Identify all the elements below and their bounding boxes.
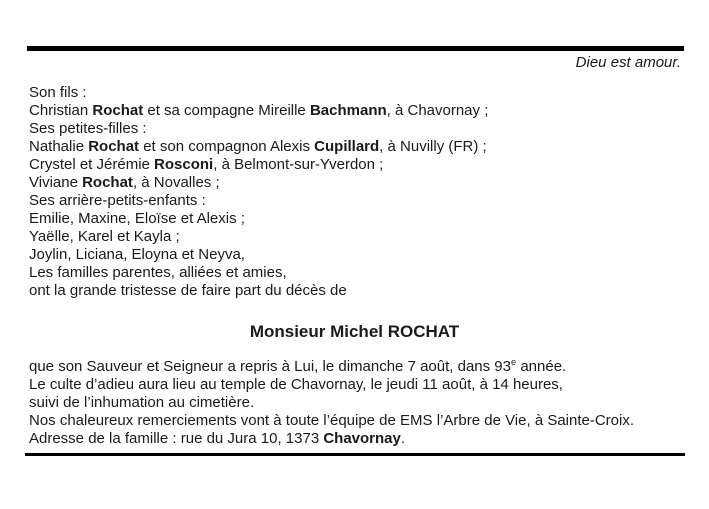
text-segment: Nos chaleureux remerciements vont à toute l’équipe de EMS l’Arbre de Vie, à Sainte-Croix.: [29, 412, 635, 429]
text-line: [29, 84, 684, 102]
bottom-divider: [25, 453, 685, 456]
text-segment: et sa compagne Mireille: [143, 102, 310, 119]
text-segment: Le culte d’adieu aura lieu au temple de Chavornay, le jeudi 11 août, à 14 heures,: [29, 376, 563, 393]
bold-name-segment: Chavornay: [323, 430, 401, 447]
text-segment: , à Novalles ;: [132, 174, 220, 191]
text-line: [29, 412, 684, 430]
top-divider: [27, 46, 684, 51]
text-segment: que son Sauveur et Seigneur a repris à Lui, le dimanche 7 août, dans 93: [29, 358, 511, 375]
family-list: [29, 84, 684, 300]
text-segment: Joylin, Liciana, Eloyna et Neyva,: [29, 246, 245, 263]
motto-text: Dieu est amour.: [575, 54, 681, 71]
text-segment: Yaëlle, Karel et Kayla ;: [29, 228, 180, 245]
text-line: [29, 376, 684, 394]
text-line: [29, 174, 684, 192]
bold-name-segment: Bachmann: [309, 102, 387, 119]
text-line: [29, 210, 684, 228]
text-line: [29, 192, 684, 210]
text-line: [29, 102, 684, 120]
bold-name-segment: Rochat: [88, 138, 140, 155]
text-segment: , à Belmont-sur-Yverdon ;: [213, 156, 384, 173]
deceased-name: Monsieur Michel ROCHAT: [249, 322, 460, 341]
text-line: [29, 120, 684, 138]
text-segment: , à Chavornay ;: [386, 102, 489, 119]
text-segment: .: [400, 430, 406, 447]
text-line: [29, 264, 684, 282]
ceremony-details: [29, 358, 684, 448]
text-segment: Adresse de la famille : rue du Jura 10, 1373: [29, 430, 324, 447]
text-line: [29, 156, 684, 174]
text-segment: Ses petites-filles :: [29, 120, 147, 137]
text-segment: ont la grande tristesse de faire part du décès de: [29, 282, 347, 299]
text-line: [29, 358, 684, 376]
bold-name-segment: Rochat: [92, 102, 144, 119]
text-segment: , à Nuvilly (FR) ;: [379, 138, 487, 155]
text-segment: année.: [516, 358, 567, 375]
text-segment: Crystel et Jérémie: [29, 156, 155, 173]
bold-name-segment: Rosconi: [154, 156, 214, 173]
text-segment: Nathalie: [29, 138, 89, 155]
text-line: [29, 138, 684, 156]
text-segment: Christian: [29, 102, 93, 119]
text-segment: Viviane: [29, 174, 83, 191]
bold-name-segment: Cupillard: [314, 138, 380, 155]
text-line: [29, 394, 684, 412]
text-line: [29, 282, 684, 300]
text-line: [29, 228, 684, 246]
superscript-segment: e: [511, 357, 517, 367]
text-segment: Les familles parentes, alliées et amies,: [29, 264, 287, 281]
text-segment: Son fils :: [29, 84, 87, 101]
text-segment: Emilie, Maxine, Eloïse et Alexis ;: [29, 210, 245, 227]
text-line: [29, 430, 684, 448]
text-segment: suivi de l’inhumation au cimetière.: [29, 394, 255, 411]
text-segment: et son compagnon Alexis: [139, 138, 315, 155]
bold-name-segment: Rochat: [82, 174, 133, 191]
text-line: [29, 246, 684, 264]
text-segment: Ses arrière-petits-enfants :: [29, 192, 206, 209]
